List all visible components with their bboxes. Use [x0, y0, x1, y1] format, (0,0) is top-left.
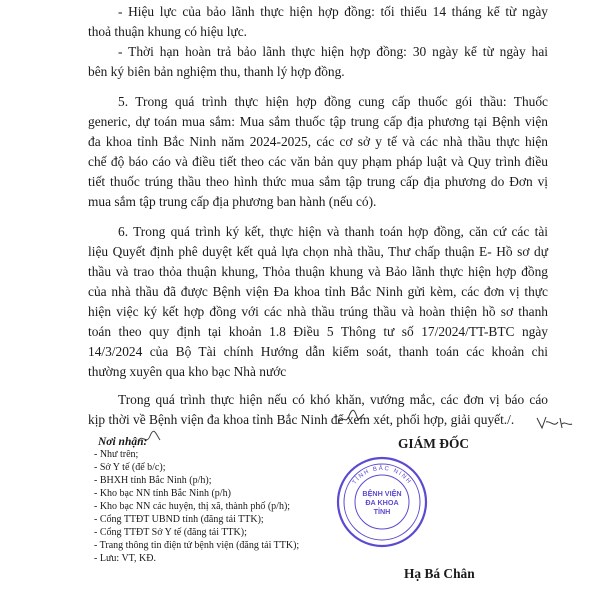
- body-line: 5. Trong quá trình thực hiện hợp đồng cung cấp thuốc gói thầu: Thuốc: [118, 94, 548, 109]
- stamp-center-line: ĐA KHOA: [365, 498, 399, 507]
- body-line: kịp thời về Bệnh viện đa khoa tỉnh Bắc Ninh để xem xét, phối hợp, giải quyết./.: [88, 412, 515, 427]
- body-line: đa khoa tỉnh Bắc Ninh năm 2024-2025, các cơ sở y tế và các nhà thầu thực hiện: [88, 134, 548, 149]
- recipient-item: - Trang thông tin điện tử bệnh viện (đăng tải TTK);: [94, 540, 300, 551]
- body-line: liệu Quyết định phê duyệt kết quả lựa chọn nhà thầu, Thư chấp thuận E- Hồ sơ dự: [88, 244, 548, 259]
- body-line: bên ký biên bản nghiệm thu, thanh lý hợp đồng.: [88, 64, 345, 79]
- signer-position: GIÁM ĐỐC: [398, 436, 470, 451]
- recipient-item: - BHXH tỉnh Bắc Ninh (p/h);: [94, 475, 212, 486]
- recipient-item: - Như trên;: [94, 449, 139, 460]
- body-line: thường xuyên qua kho bạc Nhà nước: [88, 364, 287, 379]
- recipient-item: - Kho bạc NN tỉnh Bắc Ninh (p/h): [94, 488, 231, 499]
- body-line: toán theo quy định tại khoản 1.8 Điều 5 Thông tư số 17/2024/TT-BTC ngày: [88, 324, 548, 339]
- stamp-center-line: TỈNH: [373, 507, 391, 516]
- body-line: thầu và trao thỏa thuận khung, Thỏa thuận khung và Bảo lãnh thực hiện hợp đồng: [88, 264, 548, 279]
- body-line: mua sắm tập trung cấp địa phương ban hành (nếu có).: [88, 194, 377, 209]
- body-line: - Hiệu lực của bảo lãnh thực hiện hợp đồng: tối thiểu 14 tháng kể từ ngày: [118, 4, 548, 19]
- recipient-item: - Cổng TTĐT Sở Y tế (đăng tải TTK);: [94, 527, 247, 538]
- stamp-center-line: BỆNH VIỆN: [362, 489, 402, 498]
- initial-scribble-icon: [336, 408, 366, 428]
- body-line: thoả thuận khung có hiệu lực.: [88, 24, 247, 39]
- recipient-item: - Sở Y tế (để b/c);: [94, 462, 166, 473]
- signer-name: Hạ Bá Chân: [404, 566, 475, 581]
- recipient-item: - Kho bạc NN các huyện, thị xã, thành phố (p/h);: [94, 501, 291, 512]
- body-line: chế độ báo cáo và điều tiết theo các văn bản quy phạm pháp luật và Quy trình điều: [88, 154, 548, 169]
- recipient-item: - Cổng TTĐT UBND tỉnh (đăng tải TTK);: [94, 514, 264, 525]
- body-line: 14/3/2024 của Bộ Tài chính Hướng dẫn kiểm soát, thanh toán các khoản chi: [88, 344, 548, 359]
- initial-scribble-icon: [534, 412, 574, 434]
- body-line: tiết thuốc trúng thầu theo hình thức mua sắm tập trung cấp địa phương do Đơn vị: [88, 174, 548, 189]
- body-line: Trong quá trình thực hiện nếu có khó khăn, vướng mắc, các đơn vị báo cáo: [118, 392, 548, 407]
- body-line: hiện việc ký kết hợp đồng với các nhà thầu trúng thầu và hoàn thiện hồ sơ thanh: [88, 304, 548, 319]
- body-line: - Thời hạn hoàn trả bảo lãnh thực hiện hợp đồng: 30 ngày kể từ ngày hai: [118, 44, 548, 59]
- recipient-item: - Lưu: VT, KĐ.: [94, 553, 156, 564]
- official-stamp-icon: [332, 450, 432, 550]
- recipients-title: Nơi nhận:: [98, 436, 148, 448]
- body-line: 6. Trong quá trình ký kết, thực hiện và thanh toán hợp đồng, căn cứ các tài: [118, 224, 548, 239]
- body-line: của nhà thầu đã được Bệnh viện Đa khoa tỉnh Bắc Ninh gửi kèm, các đơn vị thực: [88, 284, 548, 299]
- stamp-top-text: TỈNH BẮC NINH: [351, 465, 413, 486]
- body-line: generic, dự toán mua sắm: Mua sắm thuốc tập trung cấp địa phương tại Bệnh viện: [88, 114, 548, 129]
